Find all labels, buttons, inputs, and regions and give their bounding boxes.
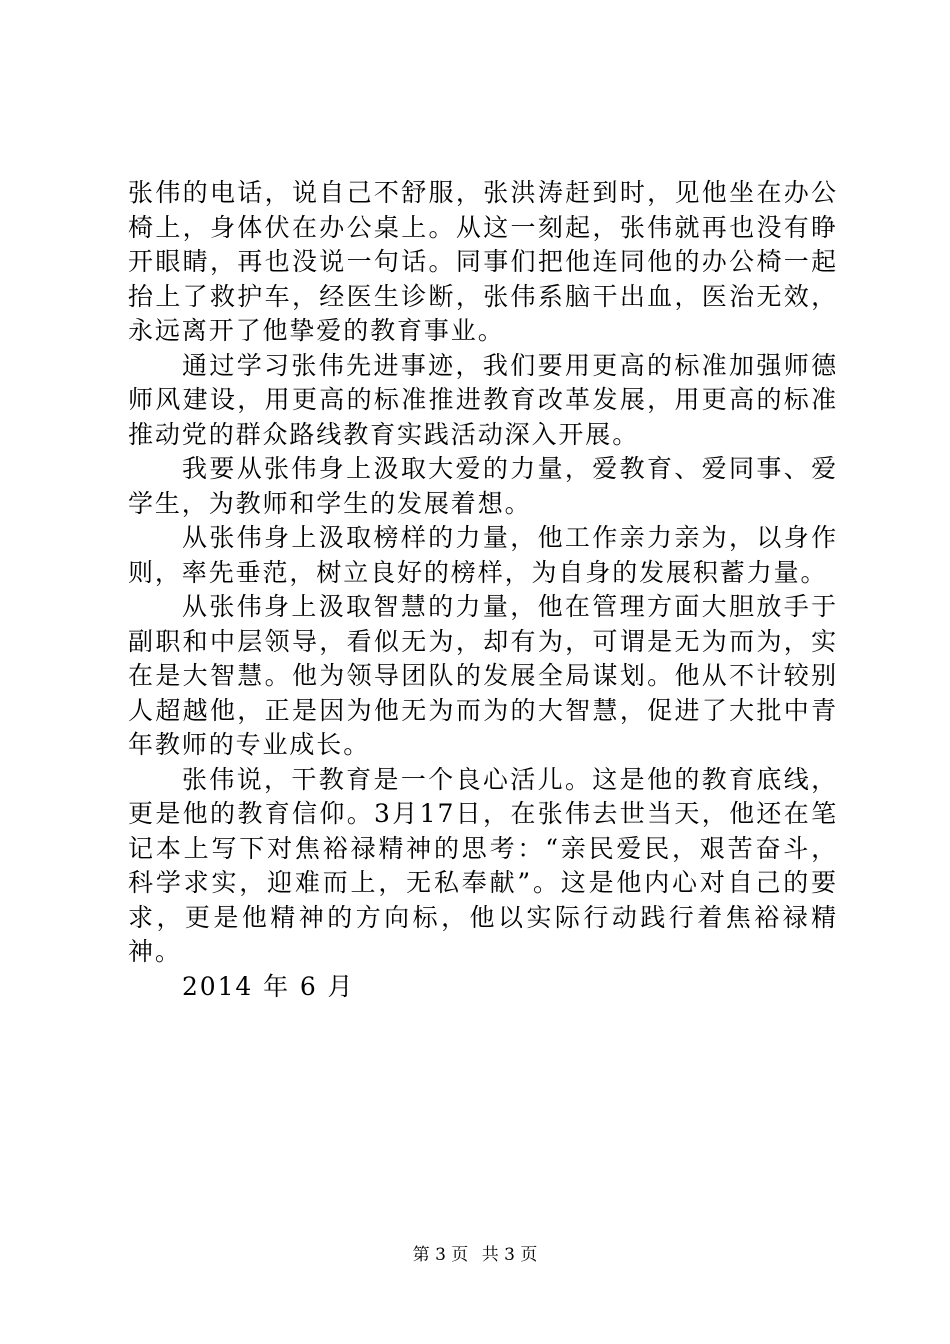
document-body [128,176,838,1004]
paragraph-4: 从张伟身上汲取榜样的力量，他工作亲力亲为，以身作则，率先垂范，树立良好的榜样，为自身的发展积蓄力量。 [128,523,838,587]
document-date: 2014 年 6 月 [182,971,355,1001]
page-total: 共 3 页 [481,1245,538,1265]
paragraph-1: 张伟的电话，说自己不舒服，张洪涛赶到时，见他坐在办公椅上，身体伏在办公桌上。从这一刻起，张伟就再也没有睁开眼睛，再也没说一句话。同事们把他连同他的办公椅一起抬上了救护车，经医生诊断，张伟系脑干出血，医治无效，永远离开了他挚爱的教育事业。 [128,178,838,345]
page-number: 第 3 页 [412,1245,469,1265]
page-footer [0,1244,950,1266]
paragraph-6: 张伟说，干教育是一个良心活儿。这是他的教育底线，更是他的教育信仰。3月17日，在张伟去世当天，他还在笔记本上写下对焦裕禄精神的思考：“亲民爱民，艰苦奋斗，科学求实，迎难而上，无私奉献”。这是他内心对自己的要求，更是他精神的方向标，他以实际行动践行着焦裕禄精神。 [128,764,838,966]
paragraph-3: 我要从张伟身上汲取大爱的力量，爱教育、爱同事、爱学生，为教师和学生的发展着想。 [128,454,838,518]
paragraph-5: 从张伟身上汲取智慧的力量，他在管理方面大胆放手于副职和中层领导，看似无为，却有为，可谓是无为而为，实在是大智慧。他为领导团队的发展全局谋划。他从不计较别人超越他，正是因为他无为而为的大智慧，促进了大批中青年教师的专业成长。 [128,592,838,759]
paragraph-2: 通过学习张伟先进事迹，我们要用更高的标准加强师德师风建设，用更高的标准推进教育改革发展，用更高的标准推动党的群众路线教育实践活动深入开展。 [128,350,838,449]
